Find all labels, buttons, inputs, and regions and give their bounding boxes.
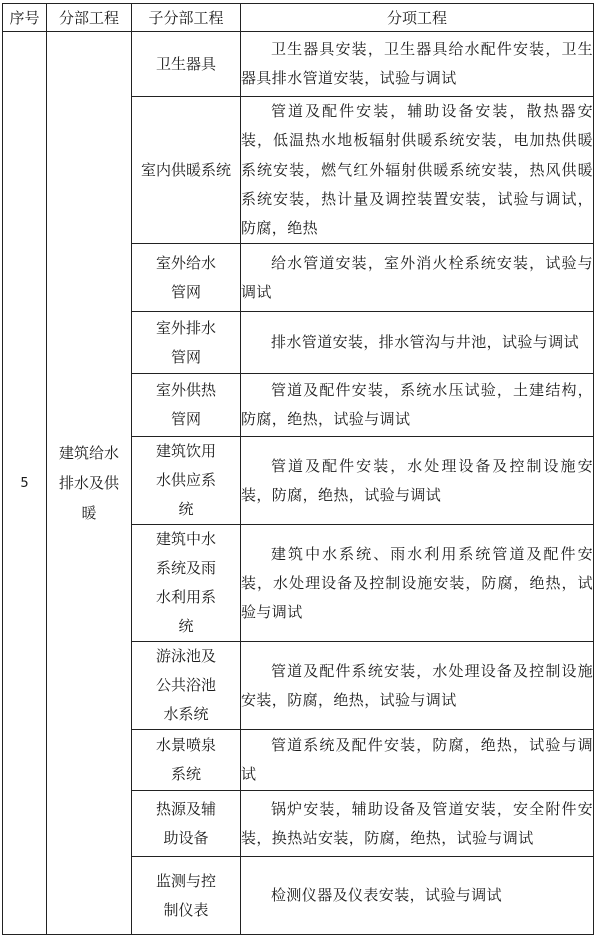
- subdivision-label: 建筑饮用水供应系统: [155, 442, 216, 519]
- subdivision-label: 游泳池及公共浴池水系统: [155, 647, 216, 724]
- division-cell: [47, 32, 132, 935]
- items-cell: 管道及配件安装，水处理设备及控制设施安装，防腐，绝热，试验与调试: [241, 437, 594, 525]
- subdivision-cell: [132, 791, 241, 857]
- items-cell: 管道及配件系统安装，水处理设备及控制设施安装，防腐，绝热，试验与调试: [241, 642, 594, 730]
- subdivision-cell: 室内供暖系统: [132, 97, 241, 244]
- items-cell: 卫生器具安装，卫生器具给水配件安装，卫生器具排水管道安装，试验与调试: [241, 32, 594, 97]
- subdivision-cell: [132, 244, 241, 312]
- items-cell: 管道及配件安装，辅助设备安装，散热器安装，低温热水地板辐射供暖系统安装，电加热供暖系统安装，燃气红外辐射供暖系统安装，热风供暖系统安装，热计量及调控装置安装，试验与调试，防腐，绝热: [241, 97, 594, 244]
- subdivision-cell: [132, 374, 241, 437]
- items-cell: 排水管道安装，排水管沟与井池，试验与调试: [241, 312, 594, 374]
- header-division: 分部工程: [47, 4, 132, 32]
- engineering-division-table: [2, 3, 594, 935]
- subdivision-cell: [132, 525, 241, 642]
- header-subdivision: 子分部工程: [132, 4, 241, 32]
- subdivision-label: 水景喷泉系统: [155, 736, 216, 784]
- subdivision-cell: 卫生器具: [132, 32, 241, 97]
- items-cell: 管道及配件安装，系统水压试验，土建结构，防腐，绝热，试验与调试: [241, 374, 594, 437]
- subdivision-cell: [132, 437, 241, 525]
- items-cell: 检测仪器及仪表安装，试验与调试: [241, 857, 594, 935]
- items-cell: 给水管道安装，室外消火栓系统安装，试验与调试: [241, 244, 594, 312]
- subdivision-cell: [132, 857, 241, 935]
- items-cell: 管道系统及配件安装，防腐，绝热，试验与调试: [241, 730, 594, 791]
- header-seq: 序号: [3, 4, 47, 32]
- subdivision-label: 建筑中水系统及雨水利用系统: [155, 530, 216, 636]
- table-header-row: [3, 4, 594, 32]
- subdivision-label: 室外给水管网: [155, 253, 216, 301]
- division-name: 建筑给水排水及供暖: [58, 444, 119, 523]
- header-items: 分项工程: [241, 4, 594, 32]
- table-row: [3, 32, 594, 97]
- subdivision-label: 监测与控制仪表: [155, 871, 216, 919]
- subdivision-label: 室外供热管网: [155, 381, 216, 429]
- subdivision-label: 热源及辅助设备: [155, 799, 216, 847]
- items-cell: 锅炉安装，辅助设备及管道安装，安全附件安装，换热站安装，防腐，绝热，试验与调试: [241, 791, 594, 857]
- subdivision-cell: [132, 642, 241, 730]
- subdivision-cell: [132, 312, 241, 374]
- sequence-number-cell: 5: [3, 32, 47, 935]
- subdivision-cell: [132, 730, 241, 791]
- items-cell: 建筑中水系统、雨水利用系统管道及配件安装，水处理设备及控制设施安装，防腐，绝热，试验与调试: [241, 525, 594, 642]
- subdivision-label: 室外排水管网: [155, 318, 216, 366]
